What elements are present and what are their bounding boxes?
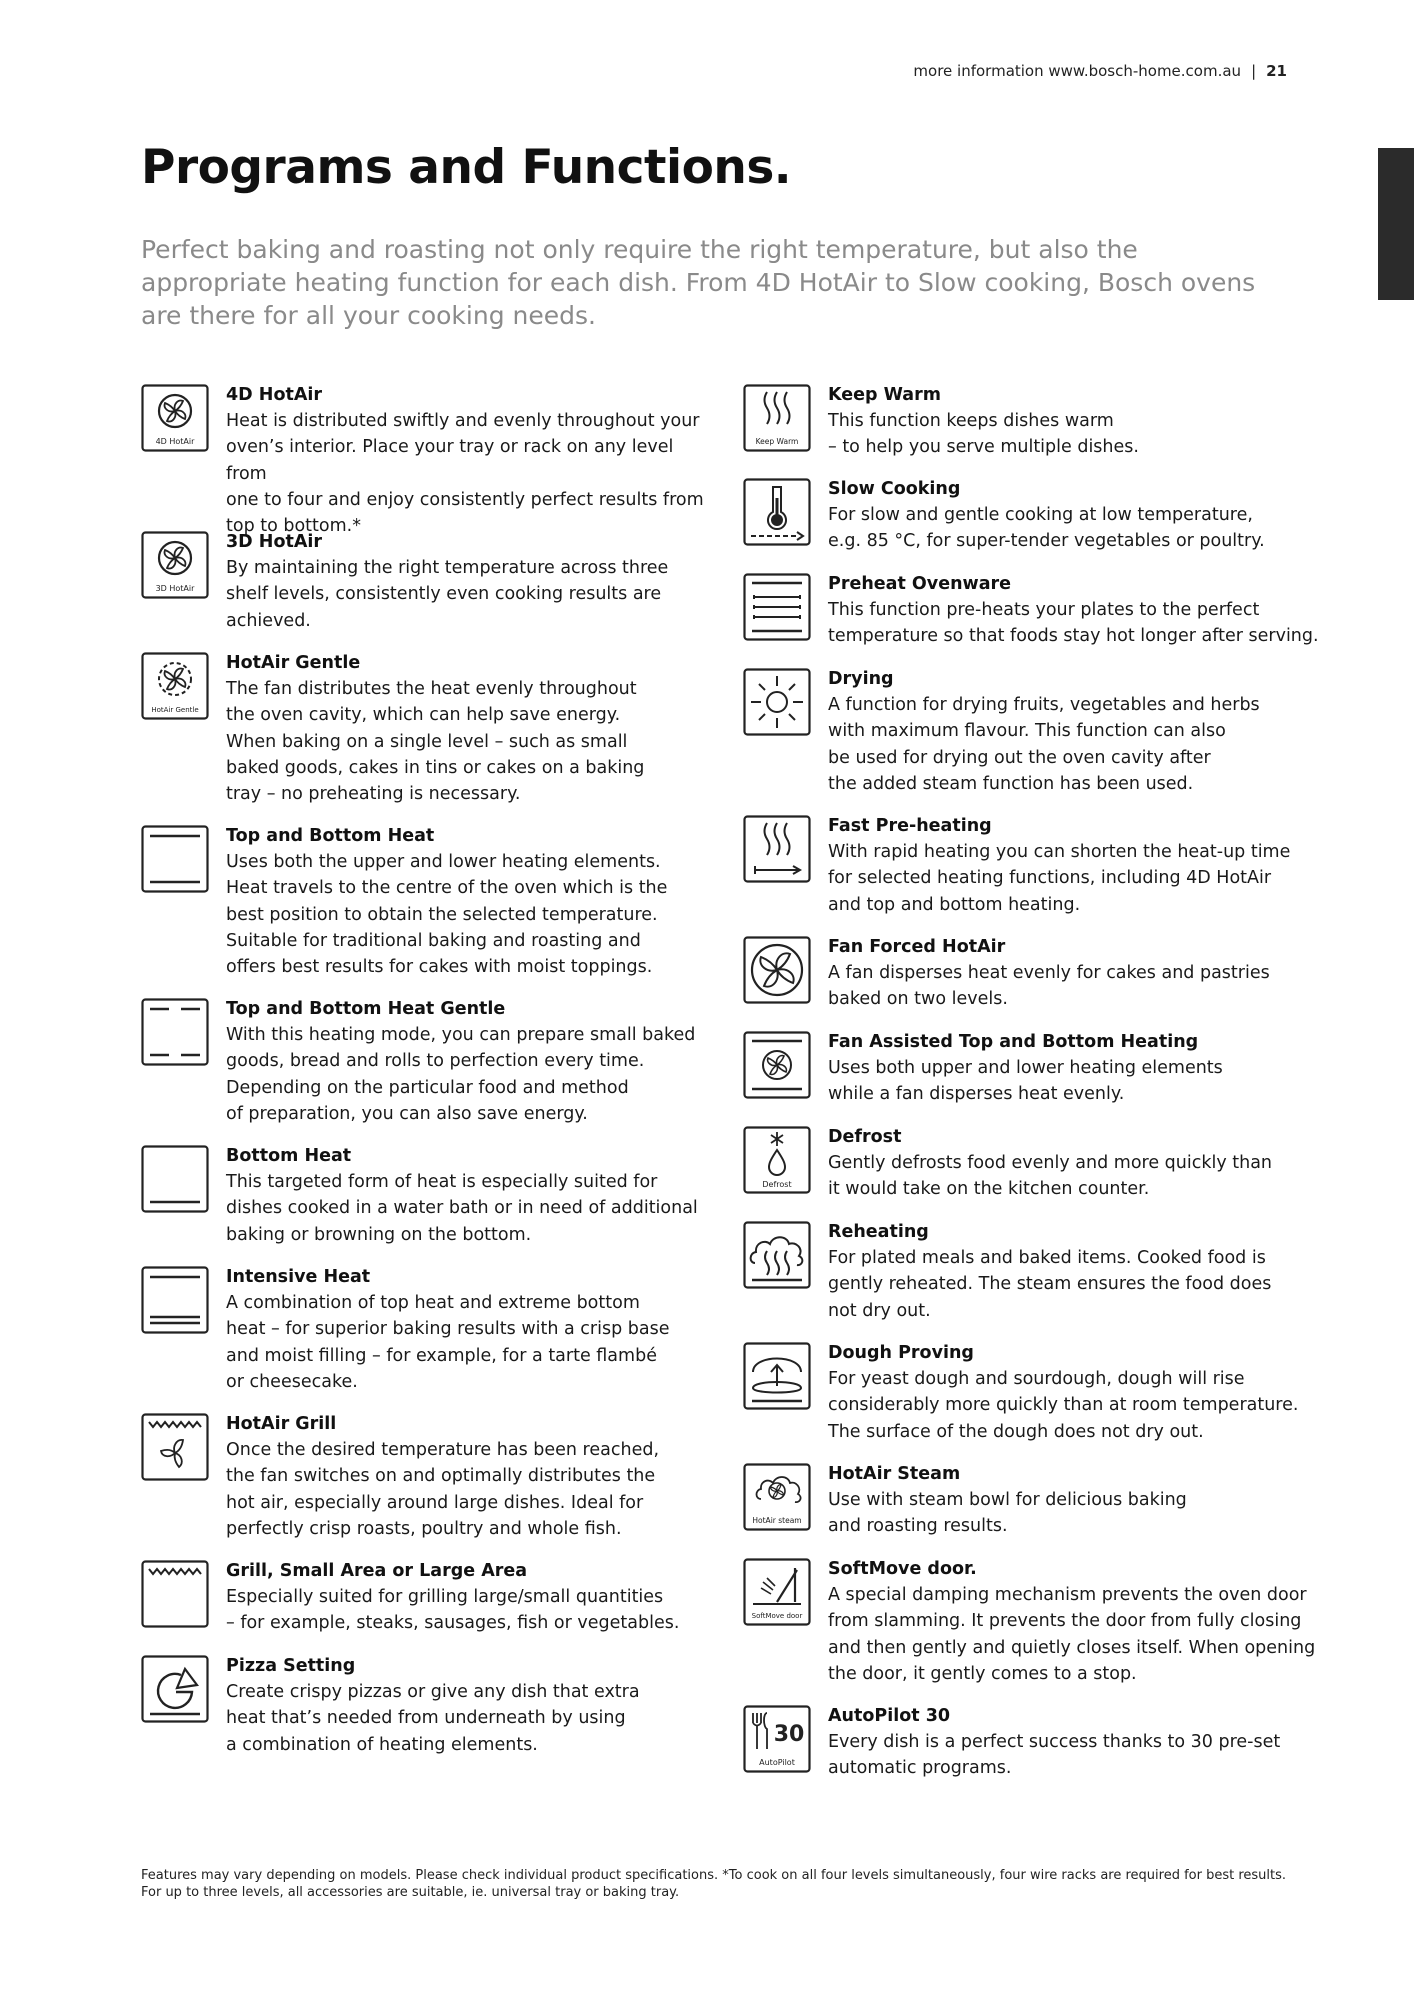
function-title: SoftMove door. <box>828 1559 977 1579</box>
function-item <box>141 1411 711 1558</box>
icon-caption: HotAir steam <box>752 1516 802 1525</box>
function-description: A function for drying fruits, vegetables and herbs with maximum flavour. This function can also be used for drying out the oven cavity after the added steam function has been used. <box>828 695 1260 794</box>
header-website: more information www.bosch-home.com.au <box>913 62 1242 80</box>
page-header <box>913 62 1287 80</box>
function-description: This function pre-heats your plates to the perfect temperature so that foods stay hot longer after serving. <box>828 600 1319 647</box>
fan-assisted-top-bottom-icon <box>743 1031 811 1099</box>
function-item <box>743 382 1323 476</box>
function-title: 3D HotAir <box>226 532 323 552</box>
function-title: Keep Warm <box>828 385 941 405</box>
page-number: 21 <box>1266 62 1287 80</box>
function-item <box>743 1703 1323 1783</box>
icon-caption: Defrost <box>762 1180 792 1189</box>
function-item <box>743 571 1323 666</box>
function-description: A combination of top heat and extreme bottom heat – for superior baking results with a crisp base and moist filling – for example, for a tarte flambé or cheesecake. <box>226 1293 670 1392</box>
function-description: A special damping mechanism prevents the oven door from slamming. It prevents the door from fully closing and then gently and quietly closes itself. When opening the door, it gently comes to a stop. <box>828 1585 1316 1684</box>
function-item <box>743 1124 1323 1219</box>
function-description: Create crispy pizzas or give any dish that extra heat that’s needed from underneath by using a combination of heating elements. <box>226 1682 640 1755</box>
function-item <box>743 934 1323 1029</box>
function-description: Once the desired temperature has been reached, the fan switches on and optimally distributes the hot air, especially around large dishes. Ideal for perfectly crisp roasts, poultry and whole fish. <box>226 1440 660 1539</box>
intro-paragraph: Perfect baking and roasting not only require the right temperature, but also the appropriate heating function for each dish. From 4D HotAir to Slow cooking, Bosch ovens are there for all your cooking needs. <box>141 235 1256 330</box>
function-title: Drying <box>828 669 894 689</box>
function-item <box>743 1029 1323 1124</box>
function-description: For slow and gentle cooking at low temperature, e.g. 85 °C, for super-tender vegetables or poultry. <box>828 505 1265 552</box>
function-item <box>743 1219 1323 1340</box>
right-column <box>743 382 1323 1783</box>
top-bottom-heat-gentle-icon <box>141 998 209 1066</box>
function-description: The fan distributes the heat evenly throughout the oven cavity, which can help save energy. When baking on a single level – such as small baked goods, cakes in tins or cakes on a baking tray – no preheating is necessary. <box>226 679 645 805</box>
function-title: Slow Cooking <box>828 479 961 499</box>
icon-caption: AutoPilot <box>759 1758 795 1767</box>
drying-icon <box>743 668 811 736</box>
function-item <box>141 1264 711 1411</box>
function-title: Grill, Small Area or Large Area <box>226 1561 528 1581</box>
function-title: HotAir Gentle <box>226 653 361 673</box>
bottom-heat-icon <box>141 1145 209 1213</box>
function-description: By maintaining the right temperature across three shelf levels, consistently even cooking results are achieved. <box>226 558 669 631</box>
3d-hotair-icon <box>141 531 209 599</box>
function-item <box>141 823 711 996</box>
function-item <box>743 666 1323 813</box>
function-description: Uses both the upper and lower heating elements. Heat travels to the centre of the oven which is the best position to obtain the selected temperature. Suitable for traditional baking and roasting and offers best results for cakes with moist toppings. <box>226 852 668 978</box>
function-description: Every dish is a perfect success thanks to 30 pre-set automatic programs. <box>828 1732 1281 1779</box>
function-title: AutoPilot 30 <box>828 1706 951 1726</box>
function-title: Top and Bottom Heat Gentle <box>226 999 506 1019</box>
function-description: For plated meals and baked items. Cooked food is gently reheated. The steam ensures the food does not dry out. <box>828 1248 1272 1321</box>
function-description: Gently defrosts food evenly and more quickly than it would take on the kitchen counter. <box>828 1153 1273 1200</box>
function-title: Dough Proving <box>828 1343 974 1363</box>
function-description: This targeted form of heat is especially suited for dishes cooked in a water bath or in need of additional baking or browning on the bottom. <box>226 1172 698 1245</box>
function-item <box>141 382 711 537</box>
function-title: HotAir Grill <box>226 1414 337 1434</box>
function-description: For yeast dough and sourdough, dough will rise considerably more quickly than at room temperature. The surface of the dough does not dry out. <box>828 1369 1299 1442</box>
dough-proving-icon <box>743 1342 811 1410</box>
top-bottom-heat-icon <box>141 825 209 893</box>
function-description: With rapid heating you can shorten the heat-up time for selected heating functions, including 4D HotAir and top and bottom heating. <box>828 842 1291 915</box>
autopilot-30-icon <box>743 1705 811 1773</box>
function-item <box>743 813 1323 934</box>
function-item <box>743 1461 1323 1556</box>
fast-preheating-icon <box>743 815 811 883</box>
pizza-setting-icon <box>141 1655 209 1723</box>
function-description: Uses both upper and lower heating elements while a fan disperses heat evenly. <box>828 1058 1223 1105</box>
left-column <box>141 382 711 1774</box>
icon-caption: Keep Warm <box>755 437 799 446</box>
function-item <box>743 476 1323 571</box>
softmove-door-icon <box>743 1558 811 1626</box>
intensive-heat-icon <box>141 1266 209 1334</box>
function-item <box>141 1653 711 1774</box>
function-title: 4D HotAir <box>226 385 323 405</box>
section-tab-marker <box>1378 148 1414 300</box>
hotair-gentle-icon <box>141 652 209 720</box>
function-item <box>141 1558 711 1653</box>
preheat-ovenware-icon <box>743 573 811 641</box>
function-description: Especially suited for grilling large/small quantities – for example, steaks, sausages, fish or vegetables. <box>226 1587 680 1634</box>
function-item <box>743 1556 1323 1703</box>
icon-caption: SoftMove door <box>751 1612 803 1620</box>
grill-icon <box>141 1560 209 1628</box>
function-description: This function keeps dishes warm – to help you serve multiple dishes. <box>828 411 1139 458</box>
function-title: Preheat Ovenware <box>828 574 1012 594</box>
fan-forced-hotair-icon <box>743 936 811 1004</box>
keep-warm-icon <box>743 384 811 452</box>
icon-caption: HotAir Gentle <box>151 706 199 714</box>
icon-caption: 3D HotAir <box>155 584 195 593</box>
function-title: Fan Forced HotAir <box>828 937 1006 957</box>
function-title: Top and Bottom Heat <box>226 826 435 846</box>
function-description: Use with steam bowl for delicious baking and roasting results. <box>828 1490 1187 1537</box>
footnote: Features may vary depending on models. Please check individual product specifications. *To cook on all four levels simultaneously, four wire racks are required for best results. For up to three levels, all accessories are suitable, ie. universal tray or baking tray. <box>141 1868 1287 1900</box>
function-title: Defrost <box>828 1127 902 1147</box>
function-description: A fan disperses heat evenly for cakes and pastries baked on two levels. <box>828 963 1270 1010</box>
icon-caption: 4D HotAir <box>155 437 195 446</box>
function-title: HotAir Steam <box>828 1464 961 1484</box>
function-title: Pizza Setting <box>226 1656 356 1676</box>
reheating-icon <box>743 1221 811 1289</box>
function-item <box>141 529 711 650</box>
hotair-steam-icon <box>743 1463 811 1531</box>
function-description: With this heating mode, you can prepare small baked goods, bread and rolls to perfection every time. Depending on the particular food and method of preparation, you can also save energy. <box>226 1025 696 1124</box>
header-separator: | <box>1251 62 1257 80</box>
function-item <box>141 996 711 1143</box>
function-item <box>141 650 711 823</box>
hotair-grill-icon <box>141 1413 209 1481</box>
function-item <box>743 1340 1323 1461</box>
4d-hotair-icon <box>141 384 209 452</box>
defrost-icon <box>743 1126 811 1194</box>
function-item <box>141 1143 711 1264</box>
icon-number: 30 <box>773 1722 805 1747</box>
function-title: Reheating <box>828 1222 929 1242</box>
page-title: Programs and Functions. <box>141 140 792 195</box>
function-description: Heat is distributed swiftly and evenly throughout your oven’s interior. Place your tray or rack on any level from one to four and enjoy consistently perfect results from top to bottom.* <box>226 411 704 537</box>
function-title: Bottom Heat <box>226 1146 352 1166</box>
function-title: Fast Pre-heating <box>828 816 992 836</box>
slow-cooking-icon <box>743 478 811 546</box>
function-title: Intensive Heat <box>226 1267 371 1287</box>
function-title: Fan Assisted Top and Bottom Heating <box>828 1032 1199 1052</box>
